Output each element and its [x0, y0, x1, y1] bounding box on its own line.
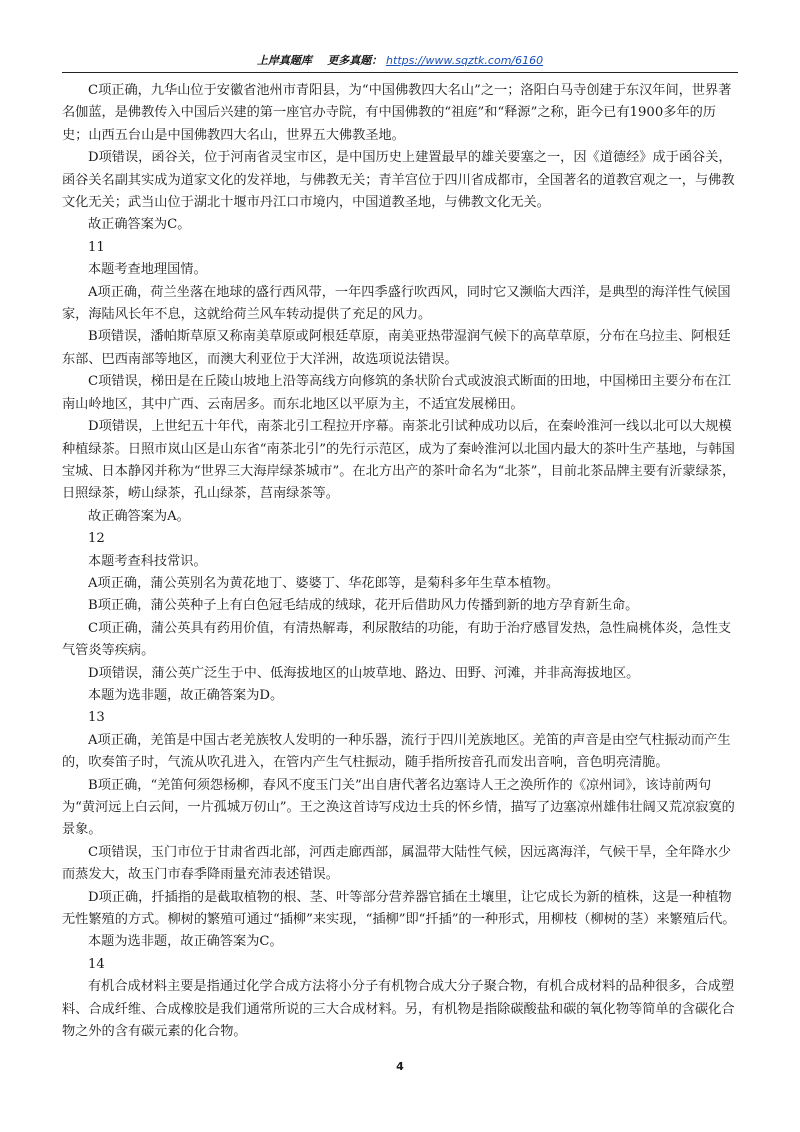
paragraph: 本题为选非题，故正确答案为D。: [88, 687, 284, 703]
paragraph: A项正确，蒲公英别名为黄花地丁、婆婆丁、华花郎等，是菊科多年生草本植物。: [88, 575, 560, 591]
paragraph: B项正确，蒲公英种子上有白色冠毛结成的绒球，花开后借助风力传播到新的地方孕育新生命。: [88, 598, 639, 614]
question-number: 12: [88, 531, 105, 547]
header-url-link[interactable]: https://www.sqztk.com/6160: [386, 54, 544, 67]
paragraph: 故正确答案为A。: [88, 508, 190, 524]
paragraph: A项正确，羌笛是中国古老羌族牧人发明的一种乐器，流行于四川羌族地区。羌笛的声音是由空气柱振动而产生的，吹奏笛子时，气流从吹孔进入，在管内产生气柱振动，随手指所按音孔而发出音响，音色明亮清脆。: [62, 732, 731, 771]
page-header: [0, 52, 800, 68]
paragraph: D项错误，上世纪五十年代，南茶北引工程拉开序幕。南茶北引试种成功以后，在秦岭淮河一线以北可以大规模种植绿茶。日照市岚山区是山东省“南茶北引”的先行示范区，成为了秦岭淮河以北国内最大的茶叶生产基地，与韩国宝城、日本静冈并称为“世界三大海岸绿茶城市”。在北方出产的茶叶命名为“北茶”，目前北茶品牌主要有沂蒙绿茶，日照绿茶，崂山绿茶，孔山绿茶，莒南绿茶等。: [62, 419, 736, 502]
paragraph: B项正确，“羌笛何须怨杨柳，春风不度玉门关”出自唐代著名边塞诗人王之涣所作的《凉州词》，该诗前两句为“黄河远上白云间，一片孤城万仞山”。王之涣这首诗写戍边士兵的怀乡情，描写了边塞凉州雄伟壮阔又荒凉寂寞的景象。: [62, 777, 735, 838]
paragraph: 本题考查科技常识。: [88, 553, 207, 569]
question-number: 14: [88, 956, 105, 972]
document-body: [62, 80, 738, 1043]
paragraph: A项正确，荷兰坐落在地球的盛行西风带，一年四季盛行吹西风，同时它又濒临大西洋，是典型的海洋性气候国家，海陆风长年不息，这就给荷兰风车转动提供了充足的风力。: [62, 284, 731, 323]
paragraph: D项错误，函谷关，位于河南省灵宝市区，是中国历史上建置最早的雄关要塞之一，因《道德经》成于函谷关，函谷关名副其实成为道家文化的发祥地，与佛教无关；青羊宫位于四川省成都市，全国著名的道教宫观之一，与佛教文化无关；武当山位于湖北十堰市丹江口市境内，中国道教圣地，与佛教文化无关。: [62, 150, 735, 211]
paragraph: B项错误，潘帕斯草原又称南美草原或阿根廷草原，南美亚热带湿润气候下的高草草原，分布在乌拉圭、阿根廷东部、巴西南部等地区，而澳大利亚位于大洋洲，故选项说法错误。: [62, 329, 731, 367]
paragraph: C项正确，九华山位于安徽省池州市青阳县，为“中国佛教四大名山”之一；洛阳白马寺创建于东汉年间，世界著名伽蓝，是佛教传入中国后兴建的第一座官办寺院，有中国佛教的“祖庭”和“释源”之称，距今已有1900多年的历史；山西五台山是中国佛教四大名山，世界五大佛教圣地。: [62, 83, 732, 143]
page-number: 4: [396, 1060, 404, 1073]
paragraph: 有机合成材料主要是指通过化学合成方法将小分子有机物合成大分子聚合物，有机合成材料的品种很多，合成塑料、合成纤维、合成橡胶是我们通常所说的三大合成材料。另，有机物是指除碳酸盐和碳的氧化物等简单的含碳化合物之外的含有碳元素的化合物。: [62, 979, 735, 1040]
question-number: 11: [88, 239, 105, 255]
paragraph: D项错误，蒲公英广泛生于中、低海拔地区的山坡草地、路边、田野、河滩，并非高海拔地区。: [88, 665, 640, 681]
header-site-name: 上岸真题库: [256, 54, 312, 67]
paragraph: C项正确，蒲公英具有药用价值，有清热解毒，利尿散结的功能，有助于治疗感冒发热，急性扁桃体炎，急性支气管炎等疾病。: [62, 620, 732, 659]
question-number: 13: [88, 710, 105, 726]
header-divider: [62, 72, 738, 73]
paragraph: C项错误，梯田是在丘陵山坡地上沿等高线方向修筑的条状阶台式或波浪式断面的田地，中国梯田主要分布在江南山岭地区，其中广西、云南居多。而东北地区以平原为主，不适宜发展梯田。: [62, 374, 732, 412]
header-more-label: 更多真题：: [327, 54, 383, 67]
paragraph: D项正确，扦插指的是截取植物的根、茎、叶等部分营养器官插在土壤里，让它成长为新的植株，这是一种植物无性繁殖的方式。柳树的繁殖可通过“插柳”来实现，“插柳”即“扦插”的一种形式，用柳枝（柳树的茎）来繁殖后代。: [62, 889, 736, 928]
paragraph: 故正确答案为C。: [88, 217, 191, 233]
paragraph: 本题为选非题，故正确答案为C。: [88, 934, 283, 950]
paragraph: 本题考查地理国情。: [88, 262, 207, 278]
paragraph: C项错误，玉门市位于甘肃省西北部，河西走廊西部，属温带大陆性气候，因远离海洋，气候干旱，全年降水少而蒸发大，故玉门市春季降雨量充沛表述错误。: [62, 844, 732, 883]
